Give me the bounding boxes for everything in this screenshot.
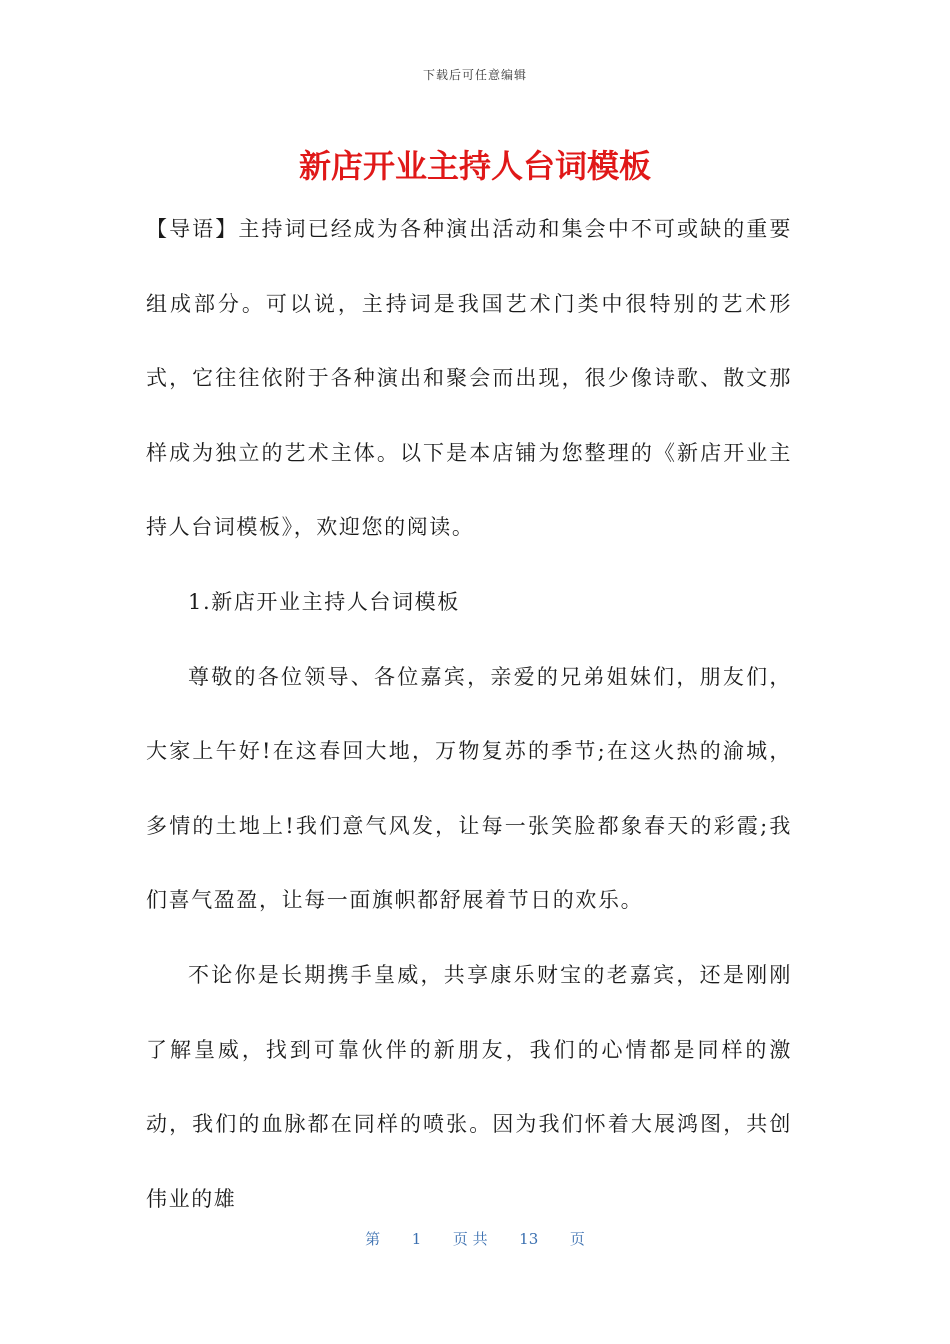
document-title: 新店开业主持人台词模板	[298, 147, 651, 185]
page-label-prefix: 第	[365, 1230, 381, 1248]
header-note: 下载后可任意编辑	[422, 68, 527, 82]
document-body	[146, 192, 792, 1236]
total-pages-number: 13	[519, 1230, 539, 1248]
body-paragraph-1: 尊敬的各位领导、各位嘉宾，亲爱的兄弟姐妹们，朋友们，大家上午好!在这春回大地，万物复苏的季节;在这火热的渝城，多情的土地上!我们意气风发，让每一张笑脸都象春天的彩霞;我们喜气盈盈，让每一面旗帜都舒展着节日的欢乐。	[146, 664, 792, 913]
intro-paragraph: 【导语】主持词已经成为各种演出活动和集会中不可或缺的重要组成部分。可以说，主持词是我国艺术门类中很特别的艺术形式，它往往依附于各种演出和聚会而出现，很少像诗歌、散文那样成为独立的艺术主体。以下是本店铺为您整理的《新店开业主持人台词模板》，欢迎您的阅读。	[146, 217, 792, 540]
page-label-suffix: 页	[569, 1230, 585, 1248]
body-paragraph-2: 不论你是长期携手皇威，共享康乐财宝的老嘉宾，还是刚刚了解皇威，找到可靠伙伴的新朋友，我们的心情都是同样的激动，我们的血脉都在同样的喷张。因为我们怀着大展鸿图，共创伟业的雄	[146, 962, 792, 1211]
page-number-footer	[0, 1228, 950, 1249]
section-heading: 1.新店开业主持人台词模板	[188, 589, 460, 614]
current-page-number: 1	[411, 1230, 422, 1248]
page-label-middle: 页 共	[452, 1230, 488, 1248]
